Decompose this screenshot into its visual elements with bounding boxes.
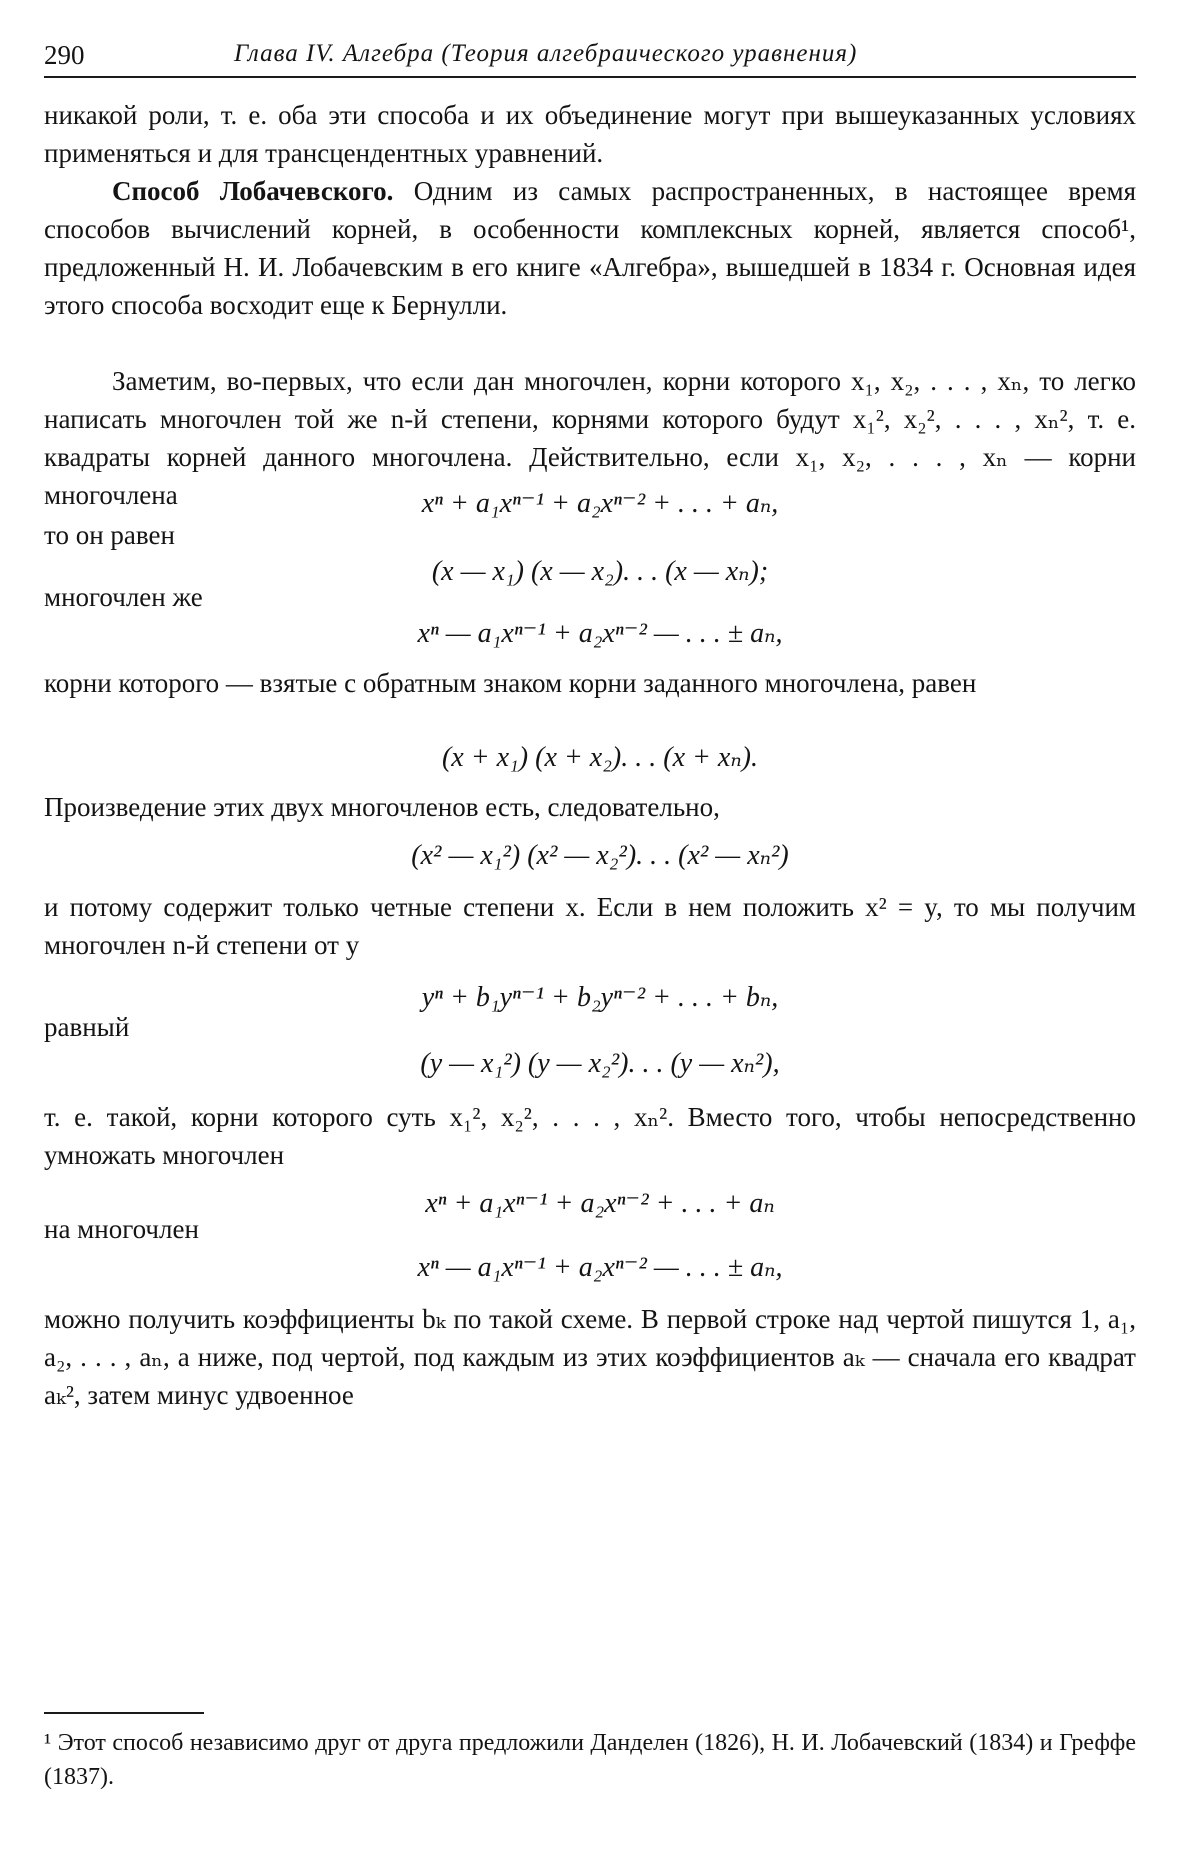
footnote: ¹ Этот способ независимо друг от друга предложили Данделен (1826), Н. И. Лобачевский (1834) и Греффе (1837). [44,1730,1136,1790]
footnote-rule [44,1712,204,1714]
formula-alternating-polynomial: xⁿ — a₁xⁿ⁻¹ + a₂xⁿ⁻² — . . . ± aₙ, [417,618,783,649]
text-polynomial-however: многочлен же [44,582,203,612]
running-head: Глава IV. Алгебра (Теория алгебраического уравнения) [234,40,858,67]
paragraph-lobachevsky-method [44,172,1136,324]
text-by-polynomial: на многочлен [44,1214,199,1244]
formula-factorization: (x — x₁) (x — x₂). . . (x — xₙ); [431,556,769,587]
paragraph-negated-roots: корни которого — взятые с обратным знаком корни заданного многочлена, равен [44,668,977,698]
page-header [44,36,1136,70]
text-equal-to: равный [44,1012,130,1042]
paragraph-product: Произведение этих двух многочленов есть, следовательно, [44,792,720,822]
formula-polynomial-repeat: xⁿ + a₁xⁿ⁻¹ + a₂xⁿ⁻² + . . . + aₙ [425,1188,775,1219]
page-number: 290 [44,40,85,70]
formula-y-polynomial: yⁿ + b₁yⁿ⁻¹ + b₂yⁿ⁻² + . . . + bₙ, [421,982,779,1013]
formula-y-factorization: (y — x₁²) (y — x₂²). . . (y — xₙ²), [420,1048,780,1079]
text-then-equals: то он равен [44,520,175,550]
formula-polynomial: xⁿ + a₁xⁿ⁻¹ + a₂xⁿ⁻² + . . . + aₙ, [421,488,779,519]
formula-alternating-repeat: xⁿ — a₁xⁿ⁻¹ + a₂xⁿ⁻² — . . . ± aₙ, [417,1252,783,1283]
paragraph-coefficient-scheme: можно получить коэффициенты bₖ по такой схеме. В первой строке над чертой пишутся 1, a₁, a₂, . . . , aₙ, а ниже, под чертой, под каждым из этих коэффициентов aₖ — сначала его квадрат aₖ², затем минус удвоенное [44,1304,1136,1410]
formula-plus-factorization: (x + x₁) (x + x₂). . . (x + xₙ). [441,742,758,773]
paragraph-instead-of-multiplying: т. е. такой, корни которого суть x₁², x₂², . . . , xₙ². Вместо того, чтобы непосредственно умножать многочлен [44,1102,1136,1170]
paragraph-even-powers: и потому содержит только четные степени x. Если в нем положить x² = y, то мы получим многочлен n-й степени от y [44,892,1136,960]
header-rule [44,76,1136,78]
formula-product-squares: (x² — x₁²) (x² — x₂²). . . (x² — xₙ²) [411,840,789,871]
paragraph-squared-roots: Заметим, во-первых, что если дан многочлен, корни которого x₁, x₂, . . . , xₙ, то легко написать многочлен той же n-й степени, корнями которого будут x₁², x₂², . . . , xₙ², т. е. квадраты корней данного многочлена. Действительно, если x₁, x₂, . . . , xₙ — корни многочлена [44,366,1136,510]
paragraph-continuation: никакой роли, т. е. оба эти способа и их объединение могут при вышеуказанных условиях применяться и для трансцендентных уравнений. [44,100,1136,168]
section-lead-text: Одним из самых распространенных, в настоящее время способов вычислений корней, в особенности комплексных корней, является способ¹, предложенный Н. И. Лобачевским в его книге «Алгебра», вышедшей в 1834 г. Основная идея этого способа восходит еще к Бернулли. [44,176,1136,320]
section-lead-heading: Способ Лобачевского. [112,176,394,206]
